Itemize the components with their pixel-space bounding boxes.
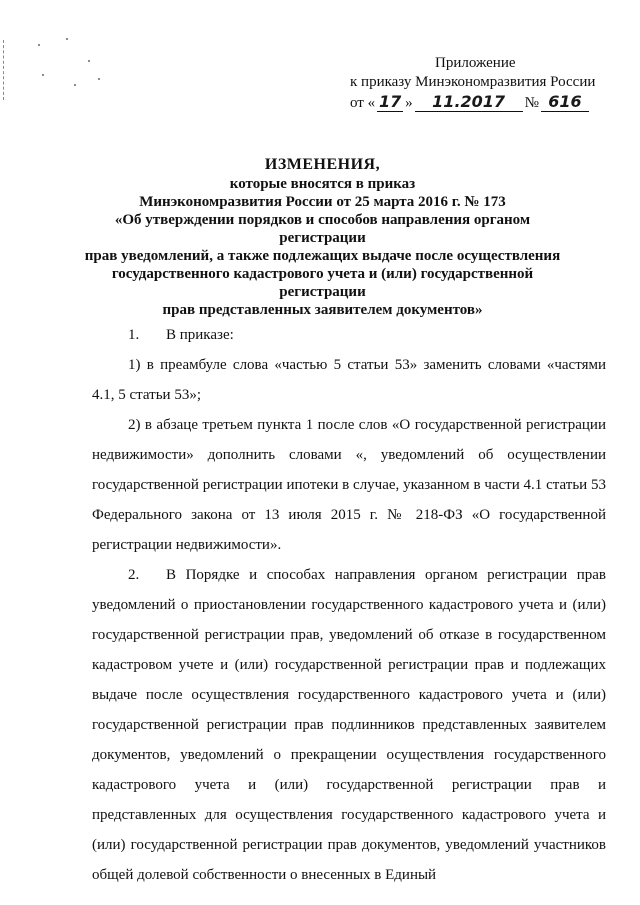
paragraph-2-text: В Порядке и способах направления органом регистрации прав уведомлений о приостановлении государственного кадастрового учета и (или) государственной регистрации прав, уведомлений об отказе в государственном кадастровом учете и (или) государственной регистрации прав и подлежащих выдаче после осуществления государственного кадастрового учета и (или) государственной регистрации прав подлинников представленных заявителем документов, уведомлений о прекращении осуществления государственного кадастрового учета и (или) государственной регистрации прав и представленных для осуществления государственного кадастрового учета и (или) государственной регистрации прав документов, уведомлений участников общей долевой собственности о внесенных в Единый bbox=[92, 567, 606, 883]
from-label: от « bbox=[350, 95, 376, 111]
paragraph-1-subitem-2: 2) в абзаце третьем пункта 1 после слов «О государственной регистрации недвижимости» дополнить словами «, уведомлений об осуществлении государственной регистрации ипотеки в случае, указанном в части 4.1 статьи 53 Федерального закона от 13 июля 2015 г. № 218-ФЗ «О государственной регистрации недвижимости». bbox=[92, 417, 606, 553]
appendix-title: Приложение bbox=[435, 55, 516, 71]
scan-edge-mark bbox=[3, 40, 5, 100]
title-line: «Об утверждении порядков и способов направления органом регистрации bbox=[114, 212, 531, 246]
handwritten-day: 17 bbox=[378, 92, 402, 111]
appendix-order-ref: к приказу Минэкономразвития России bbox=[350, 74, 596, 90]
paragraph-1-text: В приказе: bbox=[166, 327, 234, 343]
handwritten-order-number: 616 bbox=[541, 92, 589, 112]
appendix-header bbox=[350, 54, 600, 113]
title-line: прав уведомлений, а также подлежащих выдаче после осуществления bbox=[84, 248, 561, 264]
title-line: прав представленных заявителем документов» bbox=[162, 302, 483, 318]
title-line: которые вносятся в приказ bbox=[229, 176, 416, 192]
document-title bbox=[70, 156, 575, 319]
handwritten-date: 11.2017 bbox=[415, 92, 523, 112]
title-line: Минэкономразвития России от 25 марта 2016 г. № 173 bbox=[139, 194, 506, 210]
title-main: ИЗМЕНЕНИЯ, bbox=[264, 156, 381, 173]
appendix-date-line bbox=[350, 92, 600, 113]
paragraph-2 bbox=[92, 560, 606, 890]
number-label: № bbox=[524, 95, 539, 111]
document-body bbox=[92, 320, 606, 890]
paragraph-1 bbox=[92, 320, 606, 350]
paragraph-2-number: 2. bbox=[128, 567, 140, 583]
paragraph-1-subitem-1: 1) в преамбуле слова «частью 5 статьи 53» заменить словами «частями 4.1, 5 статьи 53»; bbox=[92, 357, 606, 403]
paragraph-1-number: 1. bbox=[128, 327, 140, 343]
day-close-quote: » bbox=[405, 95, 413, 111]
title-line: государственного кадастрового учета и (или) государственной регистрации bbox=[111, 266, 534, 300]
